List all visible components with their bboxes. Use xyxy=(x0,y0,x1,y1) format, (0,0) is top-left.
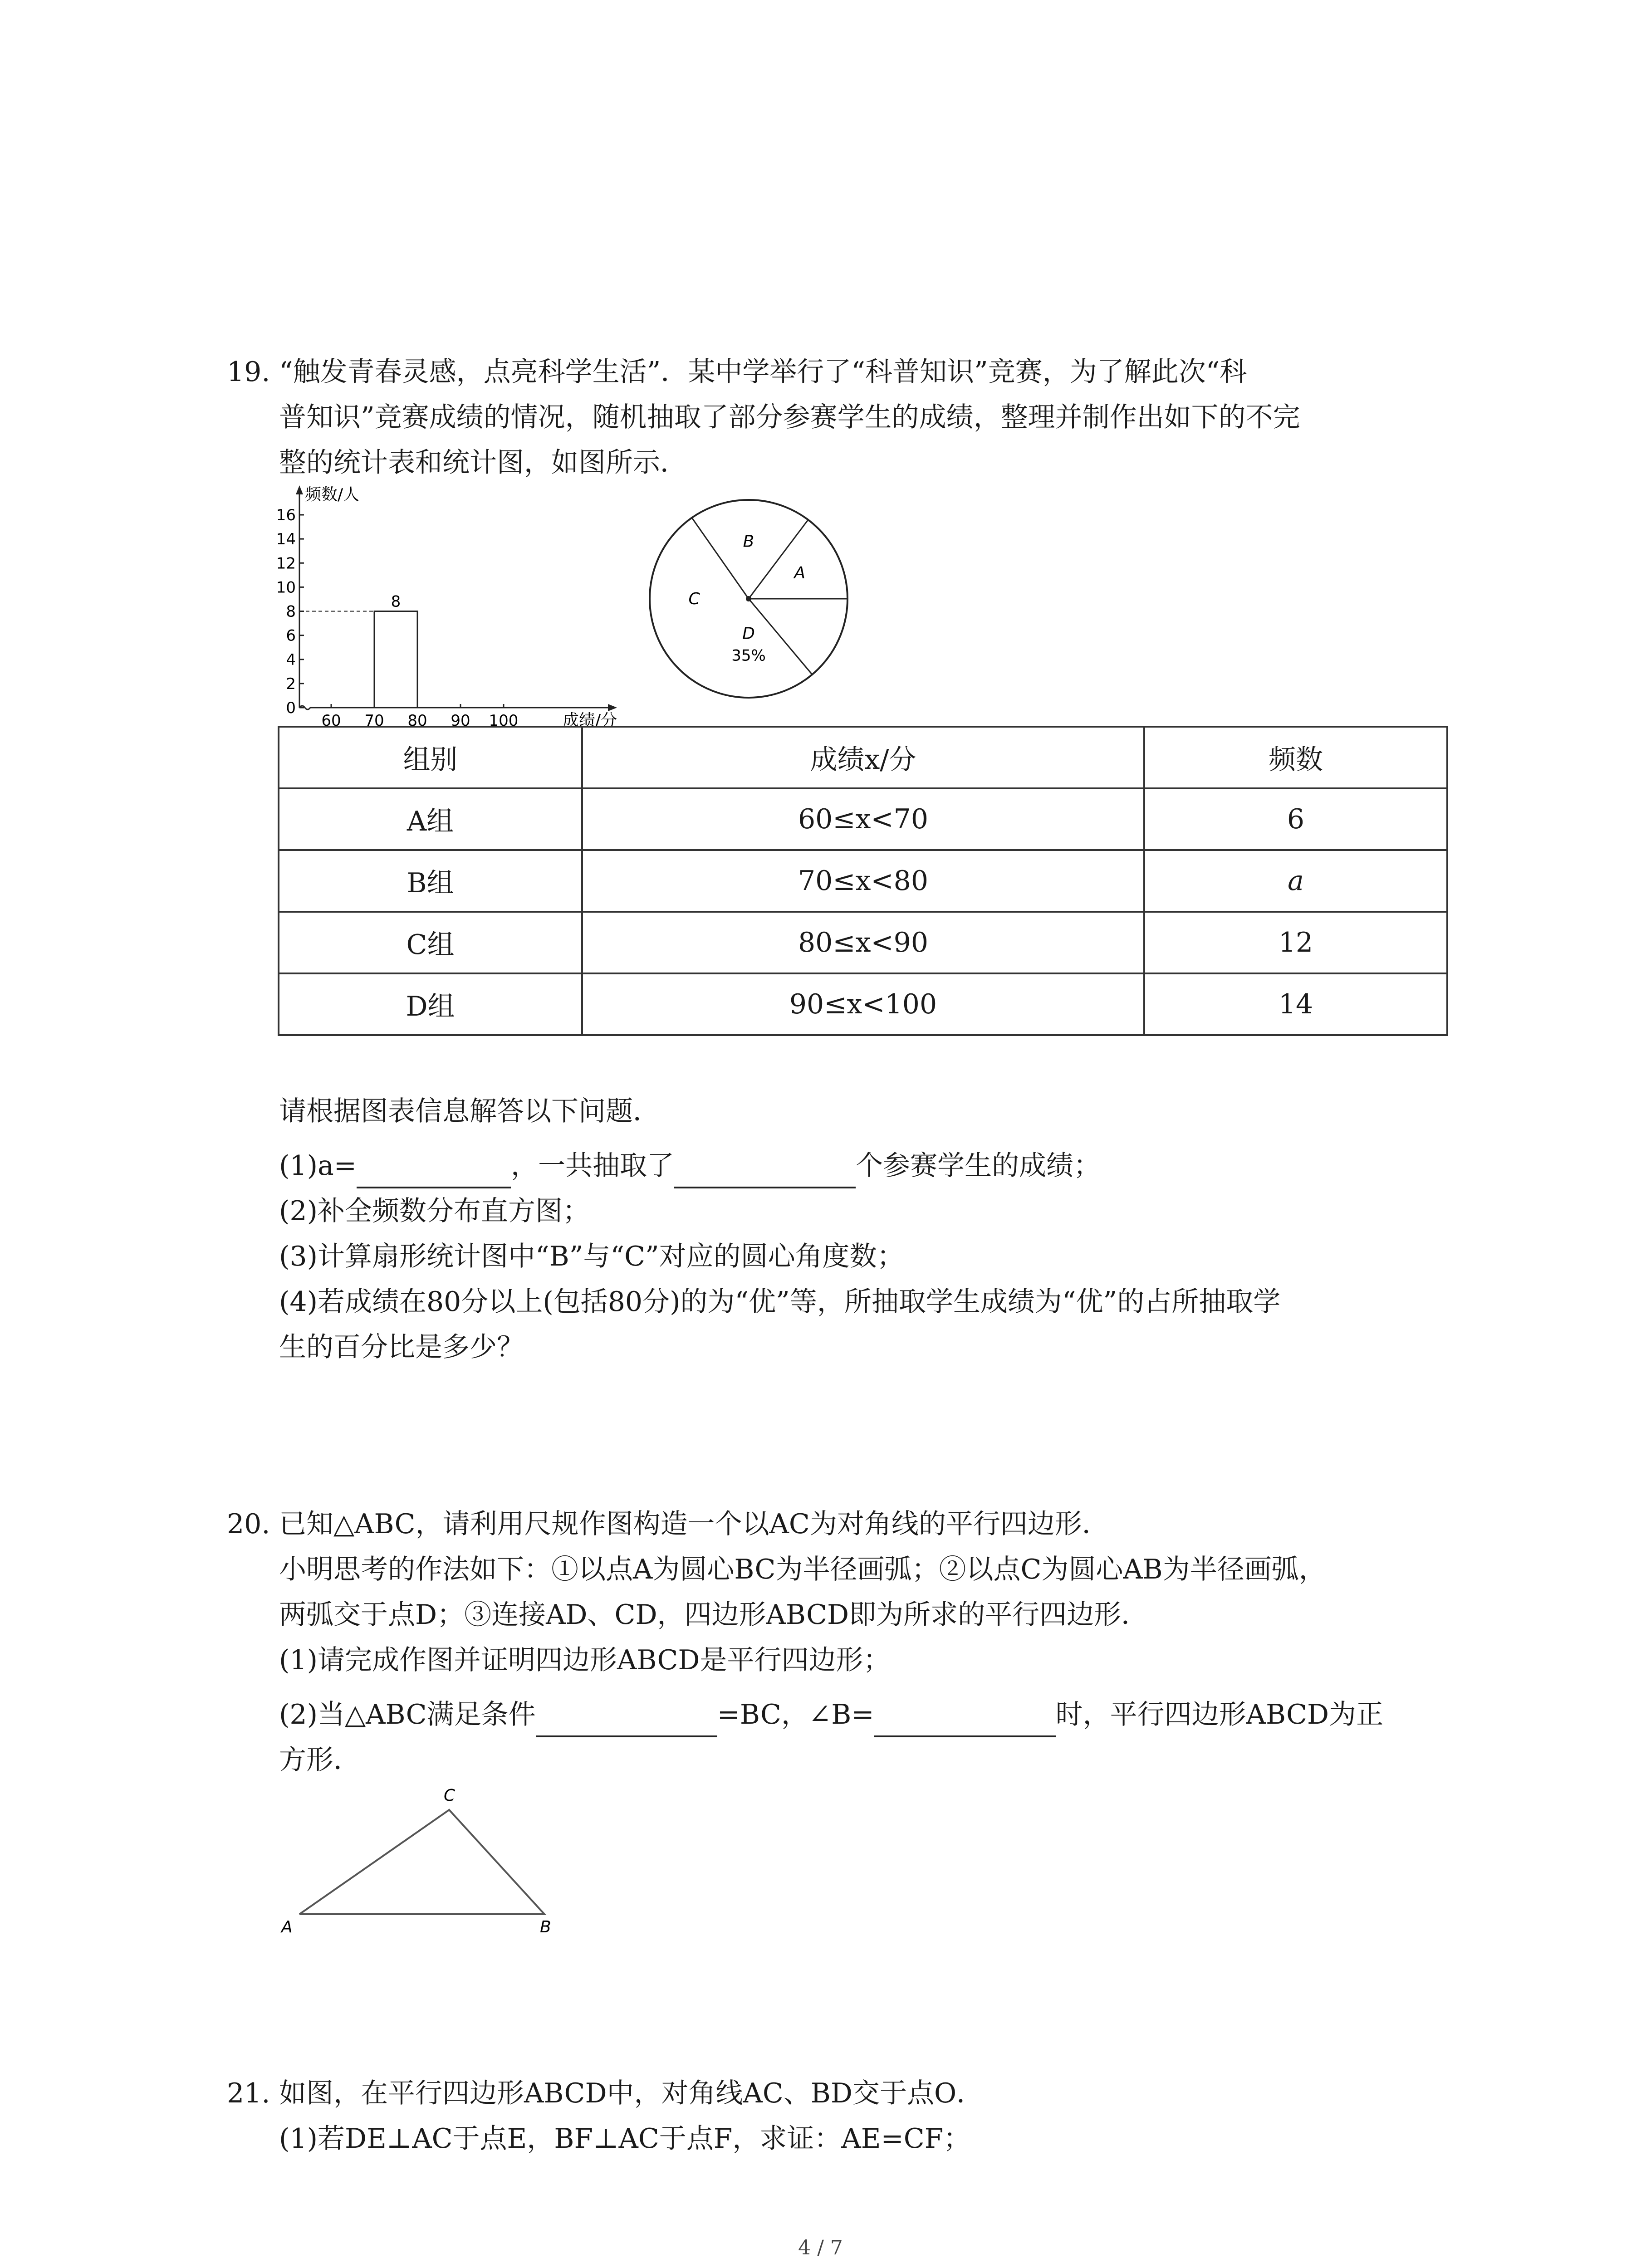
q19-part-4-line-2: 生的百分比是多少？ xyxy=(279,1331,524,1363)
y-tick-label: 4 xyxy=(286,650,296,669)
histogram-bar xyxy=(374,611,417,708)
y-axis-arrow-icon xyxy=(296,485,303,494)
pie-slice-divider xyxy=(749,520,808,599)
table-row xyxy=(279,788,1447,850)
table-header-group: 组别 xyxy=(279,727,582,788)
pie-center-dot xyxy=(746,596,751,601)
y-tick-label: 10 xyxy=(276,578,296,597)
q21-line-1: 如图，在平行四边形ABCD中，对角线AC、BD交于点O． xyxy=(279,2077,984,2109)
q19-part-1 xyxy=(279,1143,1101,1188)
pie-slice-divider xyxy=(692,518,749,599)
table-cell-frequency: 6 xyxy=(1144,788,1447,850)
pie-slice-label: A xyxy=(794,563,805,582)
table-cell-frequency: 12 xyxy=(1144,912,1447,973)
q20-line-1: 已知△ABC，请利用尺规作图构造一个以AC为对角线的平行四边形． xyxy=(279,1508,1109,1540)
q20-number: 20. xyxy=(227,1508,270,1540)
q20-line-6: 方形． xyxy=(279,1744,361,1776)
q19-text-line-2: 普知识”竞赛成绩的情况，随机抽取了部分参赛学生的成绩，整理并制作出如下的不完 xyxy=(279,401,1300,433)
answer-blank-side[interactable] xyxy=(536,1704,717,1737)
q20-line-5 xyxy=(279,1692,1383,1737)
table-cell-frequency: 14 xyxy=(1144,973,1447,1035)
y-tick-label: 12 xyxy=(276,554,296,573)
histogram-x-axis xyxy=(299,706,608,709)
table-cell-group: B组 xyxy=(279,850,582,912)
q20-line-5-middle: =BC，∠B= xyxy=(717,1699,874,1730)
q21-number: 21. xyxy=(227,2077,270,2109)
table-cell-range: 90≤x<100 xyxy=(582,973,1144,1035)
triangle-abc xyxy=(299,1810,544,1914)
q19-part-1-a-label: (1)a= xyxy=(279,1150,357,1182)
x-tick-label: 60 xyxy=(321,712,341,730)
q21-line-2: (1)若DE⊥AC于点E，BF⊥AC于点F，求证：AE=CF； xyxy=(279,2123,971,2155)
table-cell-range: 80≤x<90 xyxy=(582,912,1144,973)
histogram-x-label: 成绩/分 xyxy=(563,711,617,730)
answer-blank-angle[interactable] xyxy=(874,1704,1056,1737)
table-header-range: 成绩x/分 xyxy=(582,727,1144,788)
vertex-a-label: A xyxy=(281,1918,293,1936)
q20-line-4: (1)请完成作图并证明四边形ABCD是平行四边形； xyxy=(279,1644,891,1676)
table-cell-group: A组 xyxy=(279,788,582,850)
triangle-abc-figure xyxy=(272,1778,572,1941)
x-tick-label: 80 xyxy=(407,712,427,730)
y-tick-label: 8 xyxy=(286,602,296,621)
q20-line-5-start: (2)当△ABC满足条件 xyxy=(279,1699,536,1730)
y-tick-label: 16 xyxy=(276,506,296,524)
pie-slice-label: C xyxy=(688,590,700,608)
y-tick-label: 6 xyxy=(286,626,296,645)
answer-blank-total[interactable] xyxy=(674,1155,856,1188)
q19-part-1-middle: ，一共抽取了 xyxy=(511,1150,675,1182)
table-header-frequency: 频数 xyxy=(1144,727,1447,788)
q19-part-4-line-1: (4)若成绩在80分以上(包括80分)的为“优”等，所抽取学生成绩为“优”的占所抽取学 xyxy=(279,1286,1281,1318)
q19-text-line-1: “触发青春灵感，点亮科学生活”．某中学举行了“科普知识”竞赛，为了解此次“科 xyxy=(279,356,1247,388)
pie-slice-label: D xyxy=(742,624,755,643)
q20-line-3: 两弧交于点D；③连接AD、CD，四边形ABCD即为所求的平行四边形． xyxy=(279,1599,1149,1631)
table-cell-frequency: a xyxy=(1144,850,1447,912)
table-cell-range: 70≤x<80 xyxy=(582,850,1144,912)
x-tick-label: 90 xyxy=(451,712,470,730)
table-cell-group: C组 xyxy=(279,912,582,973)
table-row xyxy=(279,912,1447,973)
vertex-c-label: C xyxy=(444,1786,456,1805)
table-cell-range: 60≤x<70 xyxy=(582,788,1144,850)
q20-line-2: 小明思考的作法如下：①以点A为圆心BC为半径画弧；②以点C为圆心AB为半径画弧， xyxy=(279,1554,1326,1585)
vertex-b-label: B xyxy=(540,1918,551,1936)
table-row xyxy=(279,973,1447,1035)
y-tick-label: 0 xyxy=(286,699,296,717)
q20-line-5-end: 时，平行四边形ABCD为正 xyxy=(1055,1699,1384,1730)
y-tick-label: 14 xyxy=(276,530,296,549)
pie-slice-label: B xyxy=(743,532,754,551)
frequency-table xyxy=(278,726,1448,1036)
x-tick-label: 70 xyxy=(364,712,384,730)
bar-value-label: 8 xyxy=(391,592,401,611)
x-tick-label: 100 xyxy=(489,712,519,730)
table-header-row xyxy=(279,727,1447,788)
q19-number: 19. xyxy=(227,356,270,388)
x-axis-arrow-icon xyxy=(608,704,617,711)
answer-blank-a[interactable] xyxy=(357,1155,511,1188)
histogram-y-label: 频数/人 xyxy=(305,485,360,504)
page-number: 4 / 7 xyxy=(798,2236,843,2259)
q19-prompt: 请根据图表信息解答以下问题． xyxy=(279,1095,660,1127)
table-row xyxy=(279,850,1447,912)
histogram-chart xyxy=(272,481,635,735)
pie-chart xyxy=(644,494,853,703)
q19-text-line-3: 整的统计表和统计图，如图所示． xyxy=(279,447,687,479)
q19-part-1-end: 个参赛学生的成绩； xyxy=(856,1150,1101,1182)
table-cell-group: D组 xyxy=(279,973,582,1035)
q19-part-2: (2)补全频数分布直方图； xyxy=(279,1195,590,1227)
y-tick-label: 2 xyxy=(286,675,296,693)
q19-part-3: (3)计算扇形统计图中“B”与“C”对应的圆心角度数； xyxy=(279,1241,904,1272)
pie-slice-percent: 35% xyxy=(731,646,766,665)
